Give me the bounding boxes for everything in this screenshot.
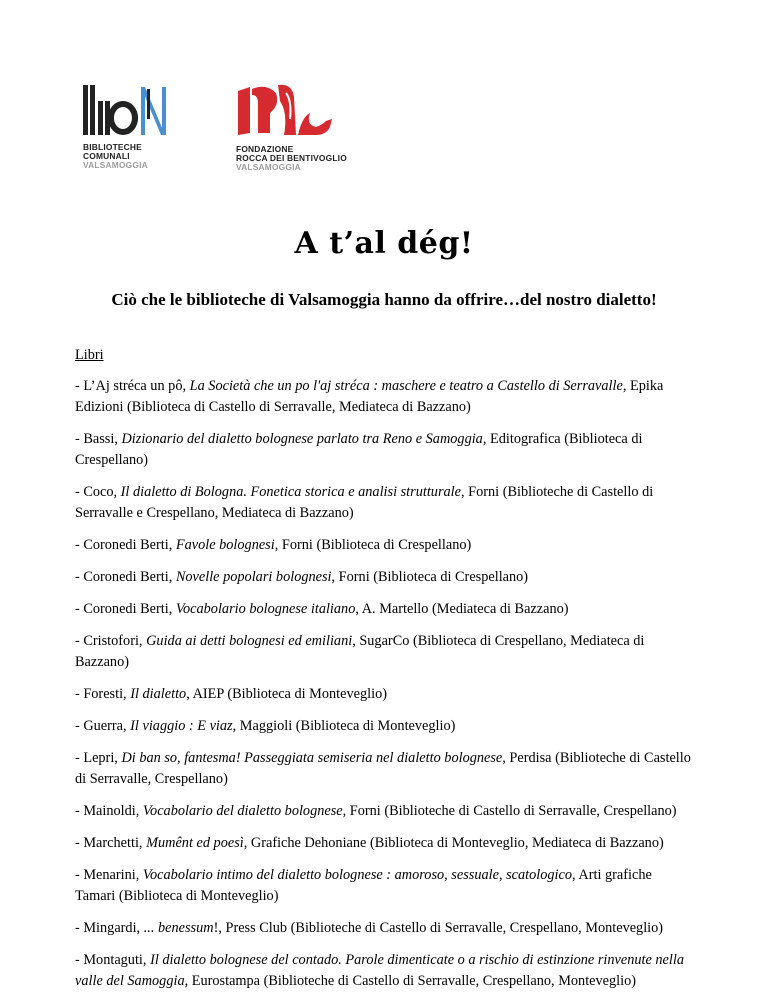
document-body: [75, 345, 695, 1003]
book-title: Il dialetto: [130, 686, 187, 702]
book-title: Vocabolario bolognese italiano: [175, 601, 356, 617]
book-entry: [75, 429, 695, 471]
book-author: - Coronedi Berti,: [75, 601, 176, 617]
book-author: - Foresti,: [75, 686, 131, 702]
book-author: - Coronedi Berti,: [75, 569, 176, 585]
lion-logo-icon: [83, 83, 173, 141]
book-list: [75, 376, 695, 992]
logo-line: BIBLIOTECHE: [83, 142, 142, 152]
book-entry: [75, 833, 695, 854]
book-details: , Maggioli (Biblioteca di Monteveglio): [232, 718, 456, 734]
fondazione-logo: [236, 83, 396, 175]
logo-line: ROCCA DEI BENTIVOGLIO: [236, 153, 347, 164]
book-details: , Epika Edizioni (Biblioteca di Castello di Serravalle, Mediateca di Bazzano): [75, 378, 664, 415]
book-title: Dizionario del dialetto bolognese parlato tra Reno e Samoggia: [121, 431, 483, 447]
logo-sub: VALSAMOGGIA: [83, 160, 148, 171]
book-author: - Menarini,: [75, 867, 143, 883]
book-entry: [75, 535, 695, 556]
book-author: - Coco,: [75, 484, 121, 500]
book-details: , SugarCo (Biblioteca di Crespellano, Mediateca di Bazzano): [75, 633, 645, 670]
book-entry: [75, 599, 695, 620]
book-details: , AIEP (Biblioteca di Monteveglio): [186, 686, 387, 702]
book-details: , A. Martello (Mediateca di Bazzano): [355, 601, 569, 617]
rocca-logo-icon: [236, 83, 346, 141]
book-details: , Perdisa (Biblioteche di Castello di Serravalle, Crespellano): [75, 750, 691, 787]
book-details: , Editografica (Biblioteca di Crespellano): [75, 431, 643, 468]
book-details: , Forni (Biblioteca di Crespellano): [274, 537, 472, 553]
book-title: Vocabolario del dialetto bolognese: [142, 803, 343, 819]
book-details: , Forni (Biblioteche di Castello di Serravalle e Crespellano, Mediateca di Bazzano): [75, 484, 654, 521]
book-entry: [75, 865, 695, 907]
book-author: - L’Aj stréca un pô,: [75, 378, 190, 394]
page-subtitle: Ciò che le biblioteche di Valsamoggia hanno da offrire…del nostro dialetto!: [111, 290, 657, 309]
page-title: A t’al dég!: [294, 226, 474, 261]
book-entry: [75, 801, 695, 822]
logo-line: COMUNALI: [83, 151, 130, 162]
book-author: - Cristofori,: [75, 633, 147, 649]
book-entry: [75, 567, 695, 588]
book-author: - Mingardi,: [75, 920, 144, 936]
book-title: Vocabolario intimo del dialetto bolognese : amoroso, sessuale, scatologico: [142, 867, 573, 883]
book-entry: [75, 748, 695, 790]
book-details: !, Press Club (Biblioteche di Castello di Serravalle, Crespellano, Monteveglio): [213, 920, 664, 936]
book-title: Di ban so, fantesma! Passeggiata semiseria nel dialetto bolognese: [121, 750, 503, 766]
book-details: , Forni (Biblioteca di Crespellano): [331, 569, 529, 585]
logo-sub: VALSAMOGGIA: [236, 162, 301, 173]
fondazione-logo-text: [236, 145, 347, 173]
book-title: Il dialetto di Bologna. Fonetica storica e analisi strutturale: [120, 484, 461, 500]
book-entry: [75, 482, 695, 524]
book-title: La Società che un po l'aj stréca : maschere e teatro a Castello di Serravalle: [189, 378, 623, 394]
book-author: - Coronedi Berti,: [75, 537, 176, 553]
book-title: Mumênt ed poesì: [146, 835, 244, 851]
section-heading: Libri: [75, 347, 104, 363]
book-entry: [75, 950, 695, 992]
biblioteche-logo-text: [83, 143, 148, 171]
biblioteche-logo: [83, 83, 193, 175]
book-author: - Lepri,: [75, 750, 122, 766]
book-entry: [75, 918, 695, 939]
book-title: Il dialetto bolognese del contado. Parole dimenticate o a rischio di estinzione rinvenute nella valle del Samoggia: [75, 952, 684, 989]
book-entry: [75, 631, 695, 673]
book-entry: [75, 716, 695, 737]
book-entry: [75, 684, 695, 705]
book-author: - Bassi,: [75, 431, 122, 447]
book-title: Il viaggio : E viaz: [130, 718, 233, 734]
book-details: , Forni (Biblioteche di Castello di Serravalle, Crespellano): [342, 803, 677, 819]
book-author: - Montaguti,: [75, 952, 151, 968]
book-author: - Marchetti,: [75, 835, 147, 851]
logos-header: [83, 83, 383, 183]
book-author: - Guerra,: [75, 718, 131, 734]
book-author: - Mainoldi,: [75, 803, 143, 819]
book-details: , Eurostampa (Biblioteche di Castello di Serravalle, Crespellano, Monteveglio): [184, 973, 637, 989]
book-title: Guida ai detti bolognesi ed emiliani: [146, 633, 353, 649]
book-details: , Grafiche Dehoniane (Biblioteca di Monteveglio, Mediateca di Bazzano): [243, 835, 664, 851]
logo-line: FONDAZIONE: [236, 144, 294, 154]
book-title: Favole bolognesi: [175, 537, 275, 553]
book-title: ... benessum: [143, 920, 214, 936]
book-details: , Arti grafiche Tamari (Biblioteca di Monteveglio): [75, 867, 652, 904]
book-entry: [75, 376, 695, 418]
book-title: Novelle popolari bolognesi: [175, 569, 332, 585]
